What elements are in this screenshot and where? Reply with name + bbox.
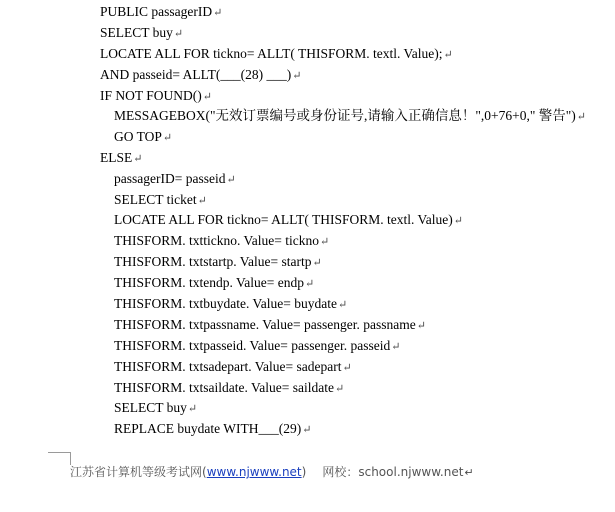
footer-school-url[interactable]: school.njwww.net (358, 465, 464, 479)
code-text: THISFORM. txtstartp. Value= startp (114, 254, 312, 269)
code-line-and-passeid-blank-28 (100, 65, 301, 85)
code-text: SELECT ticket (114, 192, 197, 207)
paragraph-mark-icon: ↵ (302, 424, 312, 436)
paragraph-mark-icon: ↵ (320, 236, 330, 248)
footer-site-name: 江苏省计算机等级考试网( (70, 465, 207, 479)
code-text: THISFORM. txtbuydate. Value= buydate (114, 296, 337, 311)
paragraph-mark-icon: ↵ (133, 153, 143, 165)
code-line-locate-buy (100, 44, 453, 64)
code-text: SELECT buy (100, 25, 173, 40)
paragraph-mark-icon: ↵ (226, 174, 236, 186)
code-text: THISFORM. txtpasseid. Value= passenger. passeid (114, 338, 391, 353)
code-text: THISFORM. txtsaildate. Value= saildate (114, 380, 334, 395)
footer-school-label: 网校： (322, 465, 359, 479)
code-text: THISFORM. txtsadepart. Value= sadepart (114, 359, 342, 374)
page-footer (70, 463, 474, 482)
footer-site-link[interactable]: www.njwww.net (206, 465, 302, 479)
code-line-set-passname (114, 315, 426, 335)
paragraph-mark-icon: ↵ (292, 70, 302, 82)
code-text: passagerID= passeid (114, 171, 226, 186)
code-line-set-tickno (114, 231, 329, 251)
code-text: THISFORM. txtendp. Value= endp (114, 275, 304, 290)
code-line-replace-blank-29 (114, 419, 311, 439)
code-text: PUBLIC passagerID (100, 4, 213, 19)
paragraph-mark-icon: ↵ (464, 466, 474, 479)
code-text: GO TOP (114, 129, 162, 144)
code-line-set-startp (114, 252, 322, 272)
page-corner-mark (48, 452, 71, 465)
code-line-public-declaration (100, 2, 222, 22)
code-text: THISFORM. txtpassname. Value= passenger. passname (114, 317, 416, 332)
code-line-go-top (114, 127, 172, 147)
paragraph-mark-icon: ↵ (187, 403, 198, 415)
code-text: REPLACE buydate WITH___(29) (114, 421, 302, 436)
code-line-if-not-found (100, 86, 212, 106)
code-line-set-saildate (114, 378, 344, 398)
paragraph-mark-icon: ↵ (453, 215, 463, 227)
paragraph-mark-icon: ↵ (342, 362, 352, 374)
code-line-assign-passager-id (114, 169, 236, 189)
paragraph-mark-icon: ↵ (416, 320, 426, 332)
code-line-select-buy-2 (114, 398, 197, 418)
code-line-select-buy-1 (100, 23, 183, 43)
paragraph-mark-icon: ↵ (213, 7, 223, 19)
paragraph-mark-icon: ↵ (576, 111, 586, 123)
code-text: AND passeid= ALLT(___(28) ___) (100, 67, 292, 82)
paragraph-mark-icon: ↵ (162, 132, 173, 144)
paragraph-mark-icon: ↵ (312, 257, 322, 269)
paragraph-mark-icon: ↵ (202, 91, 212, 103)
code-line-set-sadepart (114, 357, 352, 377)
footer-site-close: ) (301, 465, 307, 479)
code-line-set-passeid (114, 336, 400, 356)
paragraph-mark-icon: ↵ (173, 28, 184, 40)
code-text: SELECT buy (114, 400, 187, 415)
paragraph-mark-icon: ↵ (337, 299, 348, 311)
paragraph-mark-icon: ↵ (304, 278, 315, 290)
paragraph-mark-icon: ↵ (391, 341, 401, 353)
code-text: LOCATE ALL FOR tickno= ALLT( THISFORM. textl. Value) (114, 212, 453, 227)
code-text: THISFORM. txttickno. Value= tickno (114, 233, 319, 248)
code-text: LOCATE ALL FOR tickno= ALLT( THISFORM. textl. Value); (100, 46, 443, 61)
code-line-locate-ticket (114, 210, 463, 230)
code-text: MESSAGEBOX("无效订票编号或身份证号,请输入正确信息！",0+76+0," 警告") (114, 108, 576, 123)
paragraph-mark-icon: ↵ (197, 195, 207, 207)
code-line-select-ticket (114, 190, 207, 210)
code-text: ELSE (100, 150, 133, 165)
paragraph-mark-icon: ↵ (443, 49, 453, 61)
code-line-set-endp (114, 273, 314, 293)
code-line-set-buydate (114, 294, 347, 314)
code-line-messagebox-warning (114, 106, 586, 126)
paragraph-mark-icon: ↵ (334, 383, 345, 395)
code-text: IF NOT FOUND() (100, 88, 202, 103)
code-line-else-branch (100, 148, 142, 168)
